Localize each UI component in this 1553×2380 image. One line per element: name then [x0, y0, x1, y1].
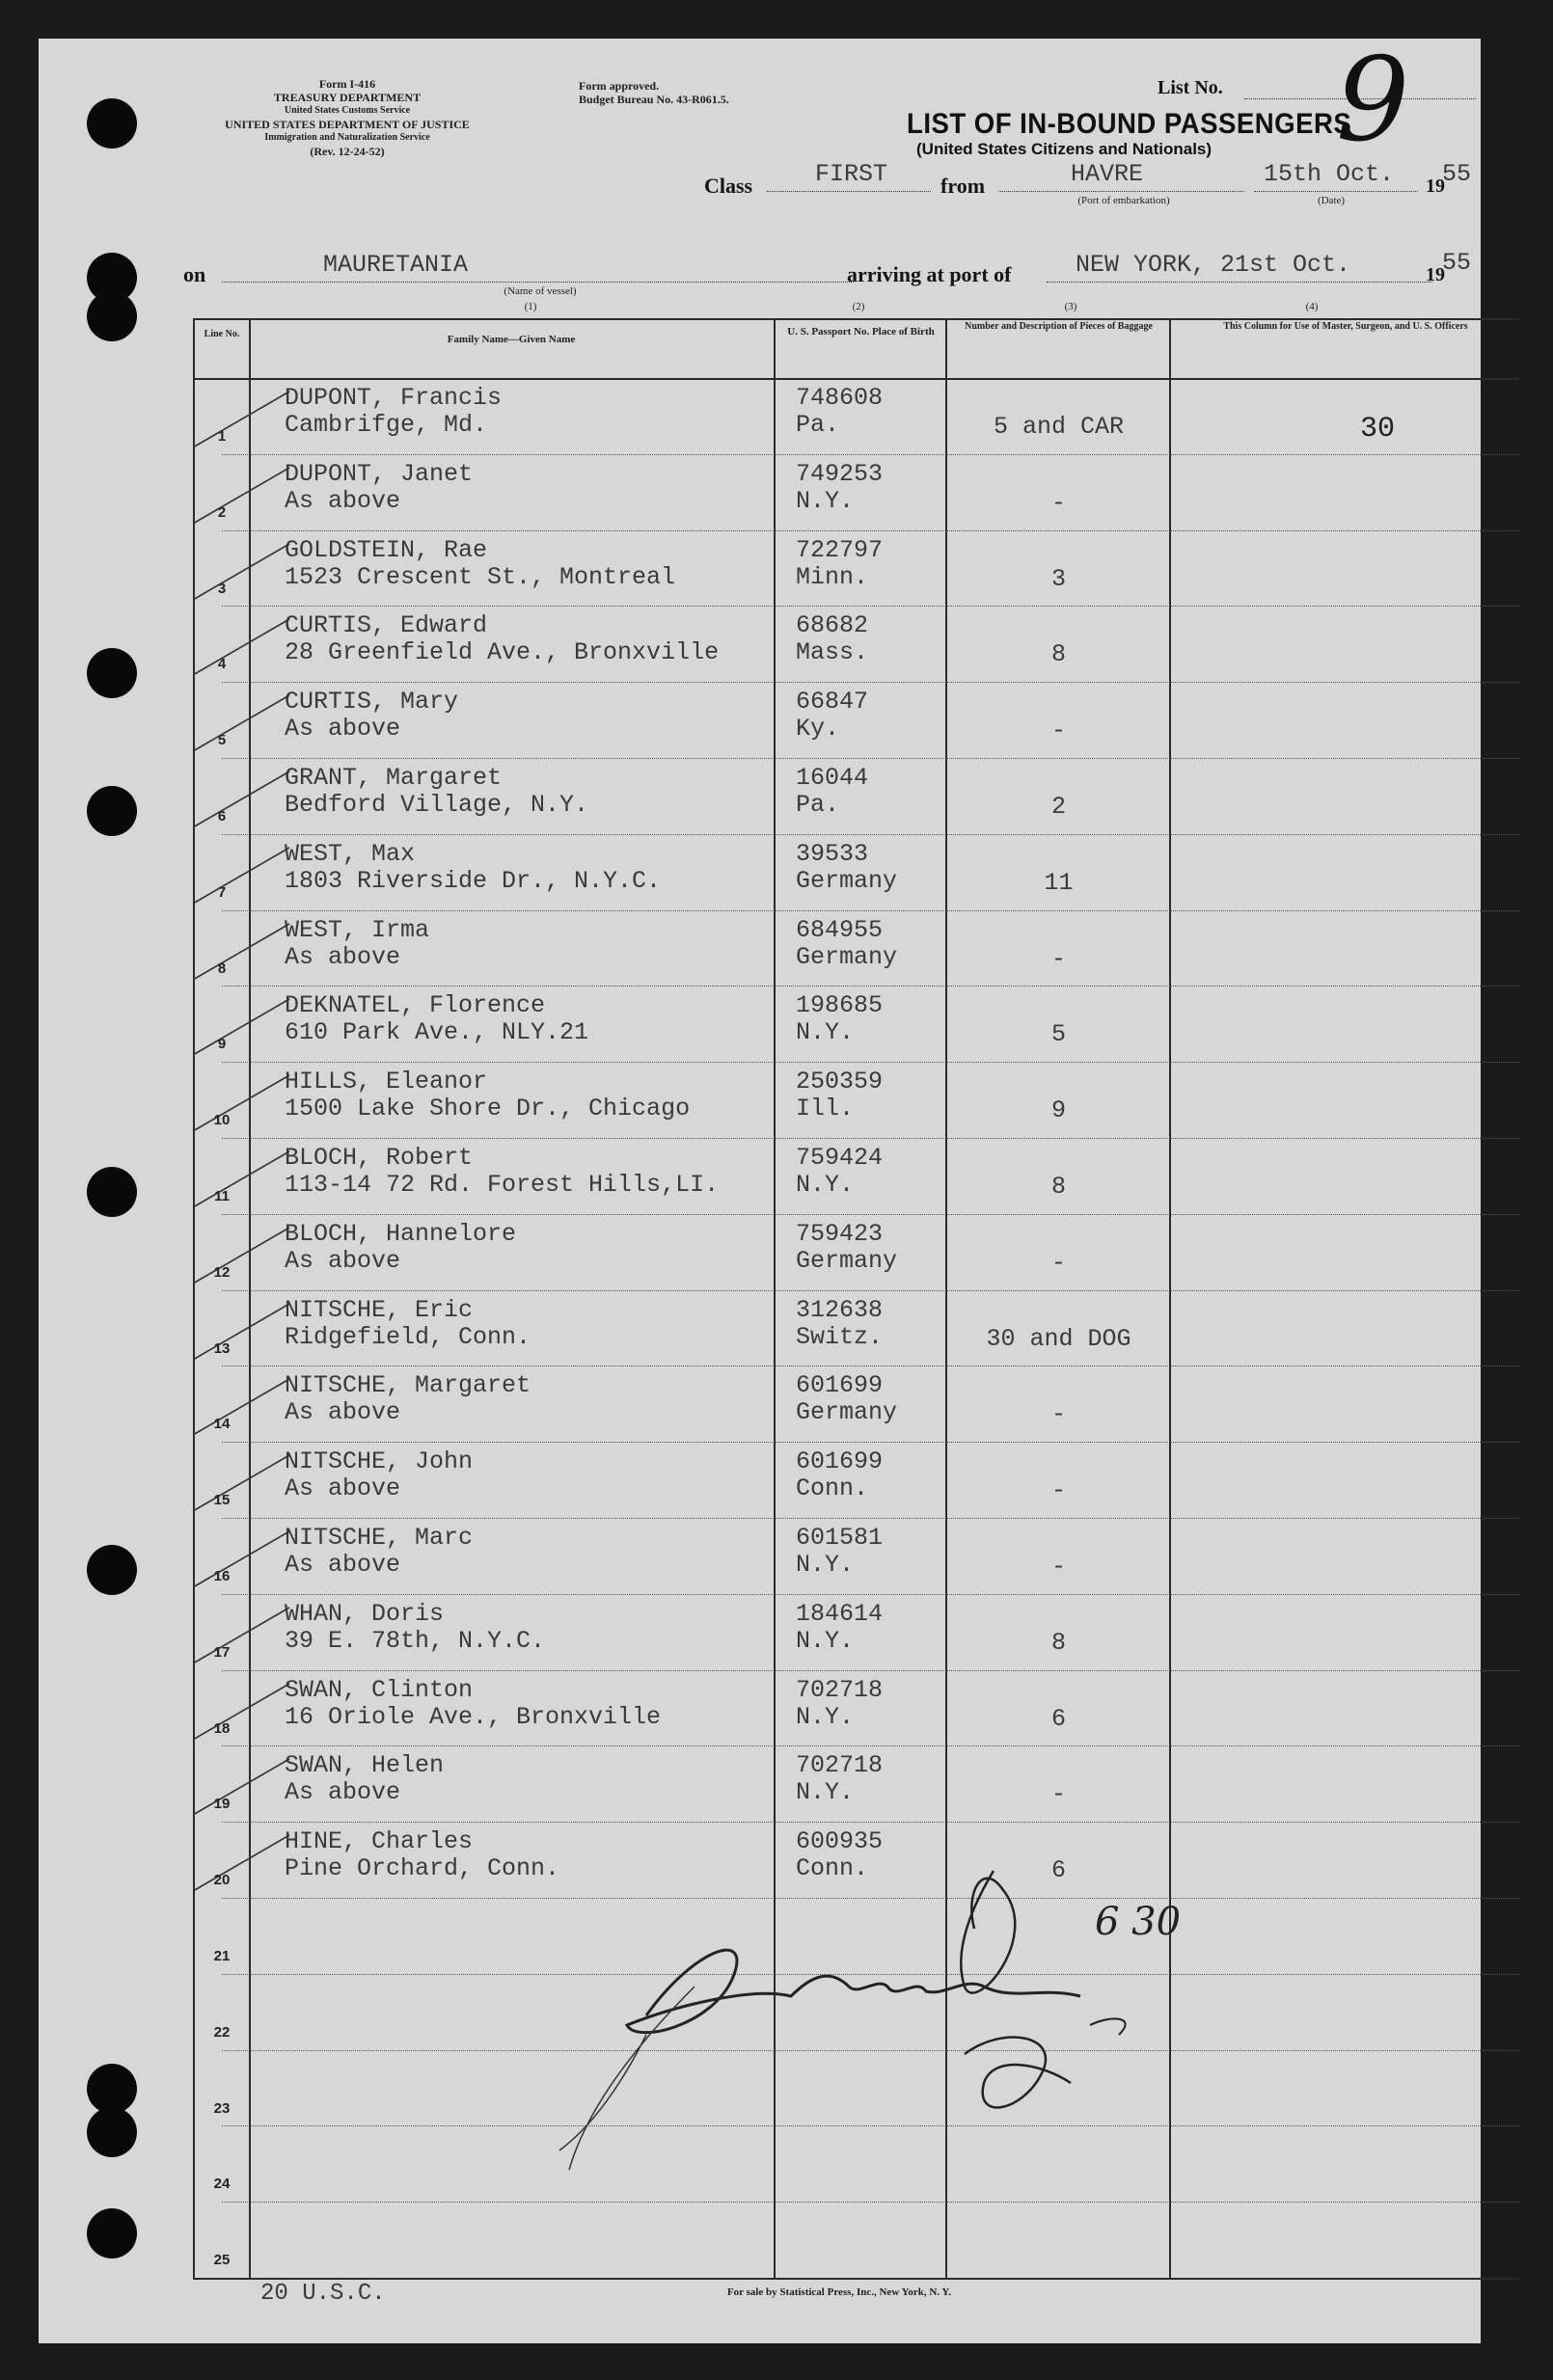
punch-hole [87, 1167, 137, 1217]
row-divider [222, 910, 1519, 911]
punch-hole [87, 1545, 137, 1595]
passenger-name: NITSCHE, Margaret [285, 1371, 531, 1400]
check-mark [183, 540, 299, 608]
form-approved: Form approved. [579, 79, 660, 93]
passenger-name: NITSCHE, Eric [285, 1295, 474, 1324]
row-line-number: 8 [217, 960, 227, 977]
row-divider [222, 1290, 1519, 1291]
passport-number: 600935 [796, 1827, 884, 1856]
row-line-number: 9 [217, 1036, 227, 1053]
baggage-pieces: - [1050, 1248, 1066, 1277]
check-mark [183, 1071, 299, 1139]
place-of-birth: Minn. [796, 562, 869, 591]
baggage-pieces: - [1050, 944, 1066, 973]
passenger-address: As above [285, 1551, 401, 1579]
passenger-address: As above [285, 486, 401, 515]
passport-number: 250359 [796, 1068, 884, 1096]
arrival-underline [1047, 282, 1432, 283]
list-no-label: List No. [1158, 77, 1223, 98]
row-line-number: 19 [213, 1796, 231, 1813]
check-mark [183, 691, 299, 759]
passenger-name: DEKNATEL, Florence [285, 991, 546, 1020]
on-label: on [183, 262, 206, 286]
row-line-number: 23 [213, 2099, 231, 2117]
footer-publisher: For sale by Statistical Press, Inc., New York, N. Y. [726, 2286, 952, 2298]
place-of-birth: Ill. [796, 1095, 855, 1123]
column-number-3: (3) [1064, 301, 1077, 312]
passport-number: 759423 [796, 1219, 884, 1248]
place-of-birth: Switz. [796, 1322, 884, 1351]
check-mark [183, 1680, 299, 1747]
row-divider [222, 1138, 1519, 1139]
row-line-number: 16 [213, 1568, 231, 1584]
baggage-pieces: 6 [1050, 1704, 1066, 1733]
baggage-pieces: - [1050, 1780, 1066, 1809]
passenger-name: NITSCHE, Marc [285, 1524, 474, 1552]
row-divider [222, 1442, 1519, 1443]
place-of-birth: Conn. [796, 1854, 869, 1883]
arrival-year-suffix: 55 [1442, 249, 1472, 277]
passenger-address: As above [285, 715, 401, 744]
table-bottom-border [193, 2278, 1519, 2280]
from-label: from [940, 174, 986, 198]
check-mark [183, 388, 299, 455]
row-line-number: 10 [213, 1112, 231, 1129]
row-line-number: 4 [217, 656, 227, 673]
row-line-number: 25 [213, 2252, 231, 2269]
passenger-manifest-page [39, 34, 1481, 2343]
punch-hole [87, 2107, 137, 2157]
passenger-name: GRANT, Margaret [285, 764, 503, 792]
check-mark [183, 768, 299, 835]
passenger-name: NITSCHE, John [285, 1447, 474, 1476]
passenger-name: DUPONT, Janet [285, 459, 474, 488]
row-line-number: 12 [213, 1263, 231, 1281]
vessel-caption: (Name of vessel) [504, 285, 577, 297]
check-mark [183, 1375, 299, 1443]
passenger-name: HILLS, Eleanor [285, 1068, 488, 1096]
check-mark [183, 1224, 299, 1291]
check-mark [183, 464, 299, 531]
row-line-number: 11 [214, 1188, 230, 1204]
date-underline [1254, 191, 1418, 192]
column-number-4: (4) [1305, 301, 1319, 312]
row-divider [222, 1670, 1519, 1671]
vessel-underline [222, 282, 854, 283]
vessel-name: MAURETANIA [323, 251, 469, 279]
row-line-number: 14 [213, 1416, 231, 1433]
class-value: FIRST [815, 160, 888, 188]
baggage-pieces: - [1050, 1400, 1066, 1429]
baggage-pieces: 3 [1050, 564, 1066, 593]
document-subtitle: (United States Citizens and Nationals) [916, 140, 1212, 158]
header-passport: U. S. Passport No. Place of Birth [787, 326, 935, 338]
passport-number: 702718 [796, 1751, 884, 1780]
row-line-number: 20 [213, 1872, 231, 1889]
budget-bureau: Budget Bureau No. 43-R061.5. [579, 93, 729, 106]
row-divider [222, 606, 1519, 607]
baggage-pieces: 9 [1050, 1096, 1066, 1125]
place-of-birth: Pa. [796, 791, 840, 819]
row-line-number: 15 [213, 1492, 231, 1509]
passport-number: 198685 [796, 991, 884, 1020]
passport-number: 601699 [796, 1447, 884, 1476]
row-line-number: 3 [217, 580, 227, 597]
passenger-address: 1500 Lake Shore Dr., Chicago [285, 1095, 691, 1123]
passenger-address: Ridgefield, Conn. [285, 1322, 531, 1351]
punch-hole [87, 648, 137, 698]
arrival-year-prefix: 19 [1426, 264, 1445, 285]
baggage-pieces: - [1050, 717, 1066, 745]
place-of-birth: N.Y. [796, 1018, 855, 1047]
passport-number: 184614 [796, 1599, 884, 1628]
passenger-name: GOLDSTEIN, Rae [285, 535, 488, 564]
port-caption: (Port of embarkation) [1077, 195, 1170, 206]
check-mark [183, 920, 299, 987]
class-label: Class [704, 174, 753, 198]
place-of-birth: N.Y. [796, 1551, 855, 1579]
passenger-address: Bedford Village, N.Y. [285, 791, 589, 819]
passenger-name: SWAN, Helen [285, 1751, 445, 1780]
place-of-birth: Conn. [796, 1474, 869, 1503]
table-header-border [193, 378, 1519, 380]
passenger-name: BLOCH, Robert [285, 1144, 474, 1172]
row-divider [222, 2202, 1519, 2203]
port-of-embarkation: HAVRE [1071, 160, 1144, 188]
baggage-pieces: - [1050, 488, 1066, 517]
form-service: United States Customs Service [284, 105, 411, 116]
footer-code: 20 U.S.C. [260, 2281, 386, 2307]
header-baggage: Number and Description of Pieces of Baggage [965, 321, 1153, 332]
passenger-name: BLOCH, Hannelore [285, 1219, 517, 1248]
baggage-pieces: 11 [1044, 868, 1074, 897]
passenger-address: 39 E. 78th, N.Y.C. [285, 1626, 546, 1655]
passport-number: 748608 [796, 384, 884, 412]
check-mark [183, 995, 299, 1063]
list-no-value: 9 [1336, 34, 1410, 168]
passenger-name: WEST, Max [285, 839, 416, 868]
baggage-pieces: 2 [1050, 793, 1066, 821]
year-suffix: 55 [1442, 160, 1472, 188]
baggage-pieces: - [1050, 1553, 1066, 1581]
embarkation-date: 15th Oct. [1264, 160, 1395, 188]
punch-hole [87, 2208, 137, 2258]
approval-info [579, 79, 801, 106]
baggage-pieces: 5 and CAR [993, 413, 1125, 441]
row-line-number: 24 [213, 2176, 231, 2193]
passport-number: 68682 [796, 611, 869, 640]
row-divider [222, 454, 1519, 455]
passenger-address: 1803 Riverside Dr., N.Y.C. [285, 866, 662, 895]
year-prefix: 19 [1426, 176, 1445, 197]
check-mark [183, 1755, 299, 1823]
punch-hole [87, 786, 137, 836]
col-divider-line [249, 318, 251, 2278]
row-line-number: 6 [217, 808, 227, 825]
row-divider [222, 682, 1519, 683]
row-divider [222, 1745, 1519, 1746]
row-divider [222, 1214, 1519, 1215]
place-of-birth: Germany [796, 1246, 898, 1275]
signature-scribble [502, 1832, 1370, 2199]
passenger-address: 610 Park Ave., NLY.21 [285, 1018, 589, 1047]
officer-note: 30 [1360, 413, 1396, 446]
place-of-birth: N.Y. [796, 1171, 855, 1199]
row-divider [222, 1822, 1519, 1823]
row-line-number: 21 [213, 1948, 231, 1964]
arriving-label: arriving at port of [847, 262, 1012, 286]
row-divider [222, 986, 1519, 987]
passenger-address: 28 Greenfield Ave., Bronxville [285, 638, 720, 667]
form-immigration: Immigration and Naturalization Service [264, 132, 430, 143]
column-number-1: (1) [524, 301, 537, 312]
row-line-number: 17 [213, 1643, 231, 1661]
passport-number: 702718 [796, 1675, 884, 1704]
row-line-number: 1 [217, 428, 227, 445]
place-of-birth: Mass. [796, 638, 869, 667]
header-line-no: Line No. [204, 329, 240, 339]
header-officers: This Column for Use of Master, Surgeon, and U. S. Officers [1223, 321, 1468, 332]
place-of-birth: Germany [796, 942, 898, 971]
passenger-name: DUPONT, Francis [285, 384, 503, 412]
punch-hole [87, 291, 137, 341]
date-caption: (Date) [1317, 195, 1346, 206]
form-info [183, 77, 511, 158]
row-line-number: 7 [217, 883, 227, 901]
place-of-birth: Germany [796, 866, 898, 895]
passport-number: 749253 [796, 459, 884, 488]
passport-number: 312638 [796, 1295, 884, 1324]
passenger-name: WHAN, Doris [285, 1599, 445, 1628]
place-of-birth: Pa. [796, 411, 840, 439]
check-mark [183, 615, 299, 683]
baggage-pieces: 8 [1050, 1628, 1066, 1657]
arrival-port-date: NEW YORK, 21st Oct. [1076, 251, 1351, 279]
passenger-address: Cambrifge, Md. [285, 411, 488, 439]
baggage-pieces: 6 [1050, 1856, 1066, 1885]
passenger-address: As above [285, 1778, 401, 1807]
row-divider [222, 530, 1519, 531]
check-mark [183, 1300, 299, 1367]
baggage-pieces: - [1050, 1476, 1066, 1505]
baggage-pieces: 5 [1050, 1020, 1066, 1049]
table-left-border [193, 318, 195, 2278]
row-divider [222, 1062, 1519, 1063]
check-mark [183, 844, 299, 911]
port-underline [998, 191, 1244, 192]
form-revision: (Rev. 12-24-52) [310, 145, 385, 158]
row-line-number: 18 [213, 1719, 231, 1737]
baggage-pieces: 8 [1050, 640, 1066, 669]
baggage-pieces: 30 and DOG [986, 1324, 1131, 1353]
place-of-birth: N.Y. [796, 1778, 855, 1807]
form-department: TREASURY DEPARTMENT [273, 91, 422, 104]
baggage-pieces: 8 [1050, 1173, 1066, 1201]
check-mark [183, 1148, 299, 1215]
passenger-address: As above [285, 942, 401, 971]
passenger-name: CURTIS, Mary [285, 688, 459, 717]
place-of-birth: N.Y. [796, 1626, 855, 1655]
form-justice: UNITED STATES DEPARTMENT OF JUSTICE [225, 118, 470, 131]
row-divider [222, 834, 1519, 835]
passport-number: 66847 [796, 688, 869, 717]
check-mark [183, 1528, 299, 1595]
row-divider [222, 758, 1519, 759]
passenger-address: 113-14 72 Rd. Forest Hills,LI. [285, 1171, 720, 1199]
passenger-name: SWAN, Clinton [285, 1675, 474, 1704]
passport-number: 601581 [796, 1524, 884, 1552]
place-of-birth: Germany [796, 1398, 898, 1427]
row-divider [222, 1594, 1519, 1595]
document-title: LIST OF IN-BOUND PASSENGERS [907, 108, 1352, 140]
passport-number: 39533 [796, 839, 869, 868]
form-number: Form I-416 [318, 77, 376, 91]
passenger-address: Pine Orchard, Conn. [285, 1854, 560, 1883]
row-line-number: 2 [217, 503, 227, 521]
passport-number: 722797 [796, 535, 884, 564]
passenger-name: WEST, Irma [285, 915, 430, 944]
check-mark [183, 1604, 299, 1671]
passenger-address: As above [285, 1246, 401, 1275]
passport-number: 16044 [796, 764, 869, 792]
row-line-number: 5 [217, 732, 227, 749]
row-line-number: 13 [213, 1339, 231, 1357]
passenger-name: HINE, Charles [285, 1827, 474, 1856]
passport-number: 759424 [796, 1144, 884, 1172]
passenger-address: As above [285, 1474, 401, 1503]
row-divider [222, 1518, 1519, 1519]
passenger-name: CURTIS, Edward [285, 611, 488, 640]
punch-hole [87, 98, 137, 149]
passport-number: 601699 [796, 1371, 884, 1400]
column-number-2: (2) [852, 301, 865, 312]
passport-number: 684955 [796, 915, 884, 944]
check-mark [183, 1831, 299, 1899]
passenger-address: 16 Oriole Ave., Bronxville [285, 1702, 662, 1731]
place-of-birth: N.Y. [796, 1702, 855, 1731]
place-of-birth: N.Y. [796, 486, 855, 515]
header-family-name: Family Name—Given Name [447, 334, 576, 345]
passenger-address: 1523 Crescent St., Montreal [285, 562, 676, 591]
place-of-birth: Ky. [796, 715, 840, 744]
class-underline [767, 191, 931, 192]
check-mark [183, 1451, 299, 1519]
passenger-address: As above [285, 1398, 401, 1427]
row-line-number: 22 [213, 2023, 231, 2041]
signature-note: 6 30 [1095, 1900, 1182, 1944]
